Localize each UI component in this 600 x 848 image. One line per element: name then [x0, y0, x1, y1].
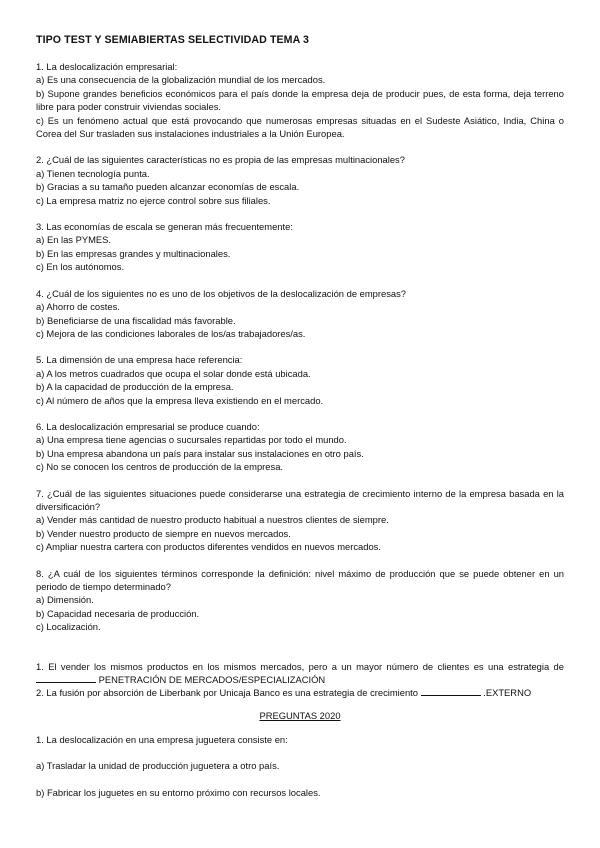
document-page	[36, 34, 564, 812]
question-stem: 1. La deslocalización empresarial:	[36, 61, 178, 72]
option-c: c) Es un fenómeno actual que está provocando que numerosas empresas situadas en el Sudeste Asiático, India, China o Corea del Sur trasladen sus instalaciones industriales a la Unión Europea.	[36, 114, 564, 140]
question-2	[36, 153, 564, 207]
question-stem: 5. La dimensión de una empresa hace referencia:	[36, 354, 243, 366]
document-title: TIPO TEST Y SEMIABIERTAS SELECTIVIDAD TEMA 3	[36, 34, 310, 46]
question-stem: 7. ¿Cuál de las siguientes situaciones puede considerarse una estrategia de crecimiento interno de la empresa basada en la diversificación?	[36, 487, 564, 512]
question-stem: 1. La deslocalización en una empresa juguetera consiste en:	[36, 733, 288, 745]
option-c: c) En los autónomos.	[36, 261, 125, 273]
option-b: b) Gracias a su tamaño pueden alcanzar economías de escala.	[36, 181, 300, 193]
option-b: b) Beneficiarse de una fiscalidad más favorable.	[36, 314, 236, 326]
option-a: a) Es una consecuencia de la globalización mundial de los mercados.	[36, 74, 326, 86]
section-heading-2020: PREGUNTAS 2020	[259, 709, 341, 721]
option-a: a) A los metros cuadrados que ocupa el solar donde está ubicada.	[36, 367, 311, 379]
question-stem: 8. ¿A cuál de los siguientes términos corresponde la definición: nivel máximo de producción que se puede obtener en un periodo de tiempo determinado?	[36, 567, 564, 592]
option-b: b) Supone grandes beneficios económicos para el país donde la empresa deja de producir pues, de esta forma, deja terreno libre para poder construir viviendas sociales.	[36, 87, 564, 113]
question-7	[36, 487, 564, 554]
answer-blank	[36, 673, 96, 683]
question-1	[36, 60, 564, 140]
question-stem: 6. La deslocalización empresarial se produce cuando:	[36, 420, 260, 432]
option-c: c) Al número de años que la empresa lleva existiendo en el mercado.	[36, 394, 324, 406]
multiple-choice-section	[36, 60, 564, 634]
option-c: c) No se conocen los centros de producción de la empresa.	[36, 461, 284, 473]
question-3	[36, 220, 564, 274]
question-stem: 2. ¿Cuál de las siguientes características no es propia de las empresas multinacionales?	[36, 154, 405, 166]
option-b: b) Fabricar los juguetes en su entorno próximo con recursos locales.	[36, 786, 321, 798]
option-a: a) Una empresa tiene agencias o sucursales repartidas por todo el mundo.	[36, 434, 347, 446]
option-c: c) Ampliar nuestra cartera con productos diferentes vendidos en nuevos mercados.	[36, 541, 381, 553]
option-a: a) Trasladar la unidad de producción juguetera a otro país.	[36, 760, 280, 772]
fill-in-2	[36, 686, 564, 699]
question-6	[36, 420, 564, 474]
option-a: a) Vender más cantidad de nuestro producto habitual a nuestros clientes de siempre.	[36, 514, 389, 526]
fill-in-answer: .EXTERNO	[480, 687, 532, 699]
option-a: a) En las PYMES.	[36, 234, 112, 246]
answer-blank	[421, 686, 481, 696]
question-8	[36, 567, 564, 634]
fill-in-answer: PENETRACIÓN DE MERCADOS/ESPECIALIZACIÓN	[96, 674, 326, 686]
option-b: b) Una empresa abandona un país para instalar sus instalaciones en otro país.	[36, 447, 364, 459]
fill-in-text: 1. El vender los mismos productos en los mismos mercados, pero a un mayor número de clientes es una estrategia de	[36, 660, 564, 672]
fill-in-section	[36, 660, 564, 700]
question-2020-1	[36, 733, 564, 799]
fill-in-1	[36, 660, 564, 687]
option-c: c) Localización.	[36, 621, 101, 633]
option-a: a) Dimensión.	[36, 594, 94, 606]
question-stem: 3. Las economías de escala se generan más frecuentemente:	[36, 221, 293, 233]
option-b: b) Capacidad necesaria de producción.	[36, 607, 200, 619]
option-a: a) Tienen tecnología punta.	[36, 167, 150, 179]
question-5	[36, 353, 564, 407]
option-b: b) Vender nuestro producto de siempre en nuevos mercados.	[36, 527, 291, 539]
question-stem: 4. ¿Cuál de los siguientes no es uno de los objetivos de la deslocalización de empresas?	[36, 287, 407, 299]
option-a: a) Ahorro de costes.	[36, 301, 120, 313]
option-b: b) En las empresas grandes y multinacionales.	[36, 247, 231, 259]
fill-in-text: 2. La fusión por absorción de Liberbank por Unicaja Banco es una estrategia de crecimiento	[36, 687, 421, 699]
option-c: c) La empresa matriz no ejerce control sobre sus filiales.	[36, 194, 271, 206]
option-c: c) Mejora de las condiciones laborales de los/as trabajadores/as.	[36, 327, 306, 339]
option-b: b) A la capacidad de producción de la empresa.	[36, 381, 234, 393]
question-4	[36, 287, 564, 341]
